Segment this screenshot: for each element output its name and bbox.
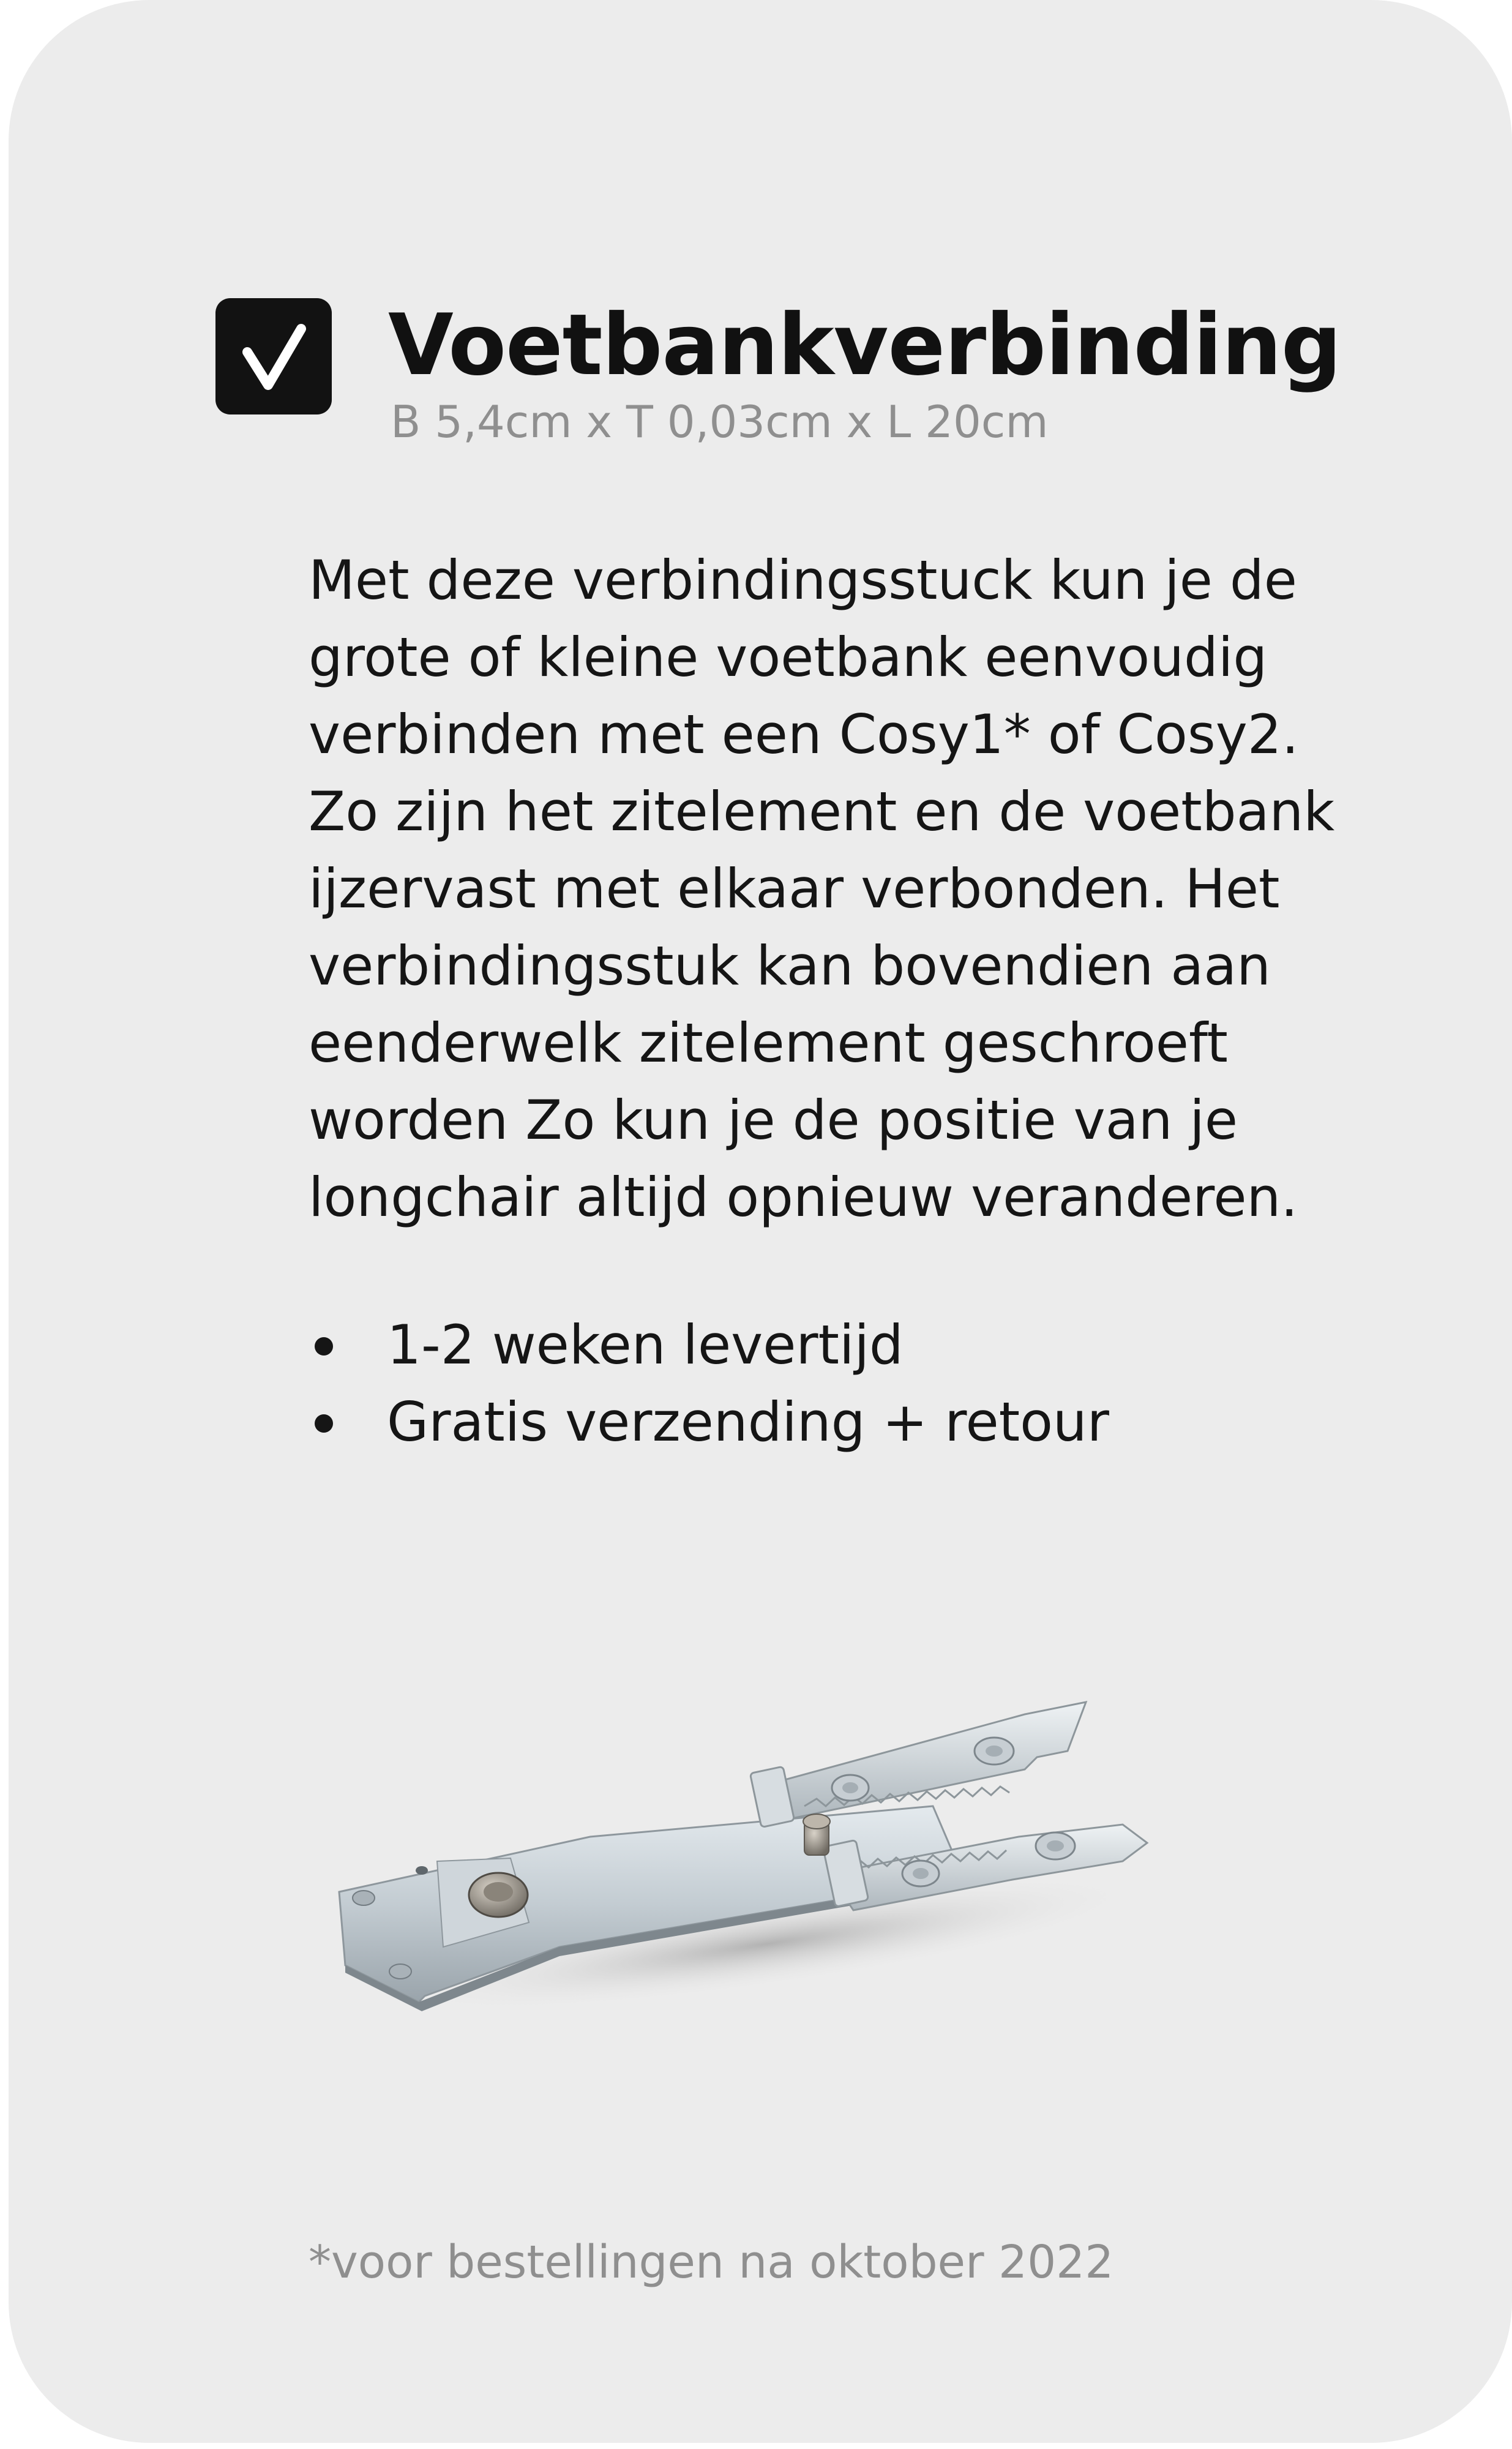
footnote: *voor bestellingen na oktober 2022 (309, 2236, 1114, 2289)
list-item (309, 1384, 1109, 1461)
feature-text: 1-2 weken levertijd (387, 1313, 904, 1376)
checkmark-icon (215, 298, 332, 414)
feature-list (309, 1307, 1109, 1461)
checkbox[interactable] (215, 298, 332, 414)
product-dimensions: B 5,4cm x T 0,03cm x L 20cm (391, 396, 1049, 448)
list-item (309, 1307, 1109, 1384)
product-card (9, 0, 1512, 2443)
metal-connector-bracket-image (327, 1604, 1184, 2069)
feature-text: Gratis verzending + retour (387, 1390, 1109, 1453)
bullet-icon (315, 1414, 333, 1433)
product-description: Met deze verbindingsstuck kun je de grote of kleine voetbank eenvoudig verbinden met een Cosy1* of Cosy2. Zo zijn het zitelement en de voetbank ijzervast met elkaar verbonden. Het verbindingsstuk kan bovendien aan eenderwelk zitelement geschroeft worden Zo kun je de positie van je longchair altijd opnieuw veranderen. (309, 549, 1335, 1229)
bullet-icon (315, 1337, 333, 1356)
product-title: Voetbankverbinding (388, 296, 1341, 394)
